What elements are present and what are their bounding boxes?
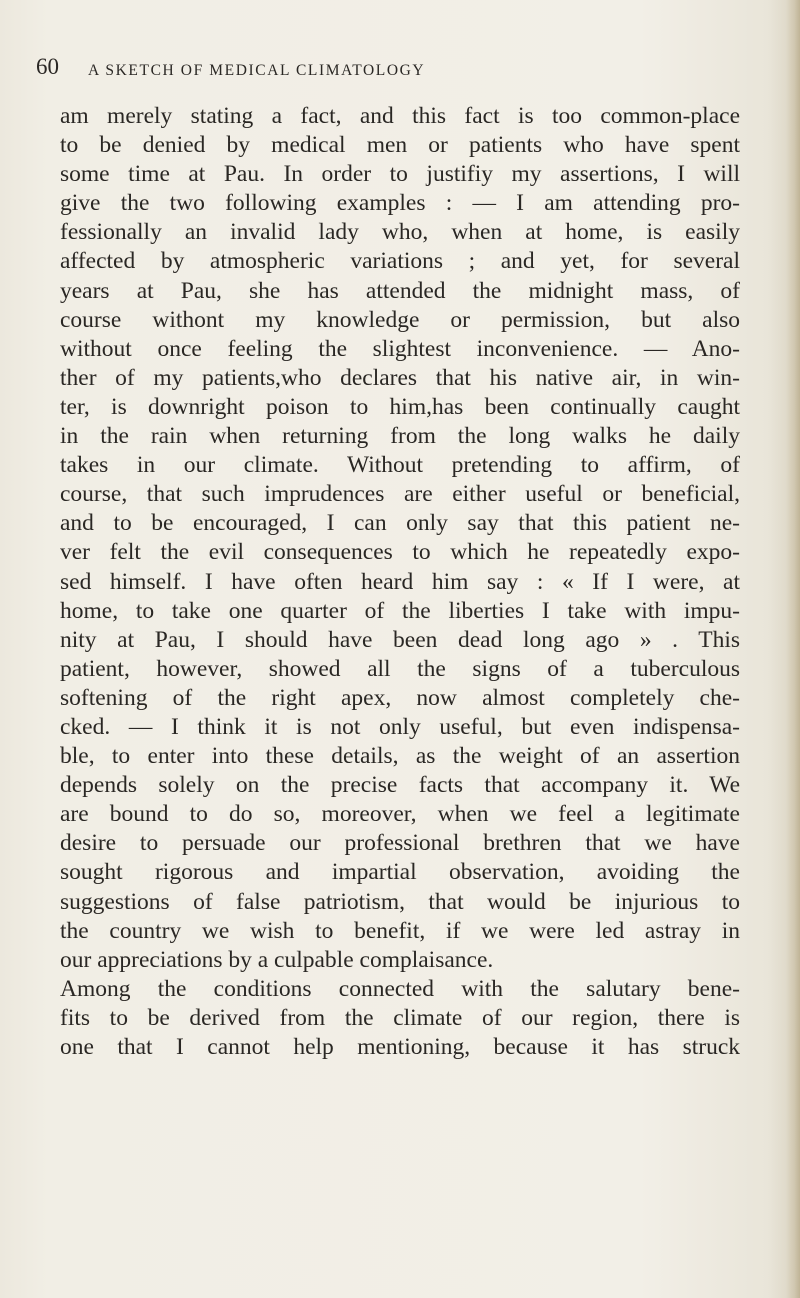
page-number: 60: [36, 54, 59, 79]
text-line: sed himself. I have often heard him say : « If I were, at: [60, 568, 740, 595]
text-line: nity at Pau, I should have been dead long ago » . This: [60, 626, 740, 653]
text-line: depends solely on the precise facts that accompany it. We: [60, 772, 740, 799]
text-line: give the two following examples : — I am attending pro-: [60, 190, 740, 217]
text-line: in the rain when returning from the long walks he daily: [60, 423, 740, 450]
text-line: and to be encouraged, I can only say that this patient ne-: [60, 510, 740, 537]
text-line: ver felt the evil consequences to which he repeatedly expo-: [60, 539, 740, 566]
text-line: ther of my patients,who declares that his native air, in win-: [60, 364, 740, 391]
text-line: cked. — I think it is not only useful, but even indispensa-: [60, 713, 740, 740]
text-line: affected by atmospheric variations ; and yet, for several: [60, 248, 740, 275]
running-title: A SKETCH OF MEDICAL CLIMATOLOGY: [88, 62, 426, 79]
text-line: fessionally an invalid lady who, when at home, is easily: [60, 219, 740, 246]
text-line: course, that such imprudences are either useful or beneficial,: [60, 481, 740, 508]
text-line: to be denied by medical men or patients who have spent: [60, 132, 740, 159]
text-line: ter, is downright poison to him,has been continually caught: [60, 393, 740, 420]
text-line: suggestions of false patriotism, that would be injurious to: [60, 888, 740, 915]
text-line: takes in our climate. Without pretending to affirm, of: [60, 452, 740, 479]
body-text: [60, 102, 740, 1062]
text-line: fits to be derived from the climate of our region, there is: [60, 1004, 740, 1031]
text-line: ble, to enter into these details, as the weight of an assertion: [60, 743, 740, 770]
text-line: course withont my knowledge or permission, but also: [60, 306, 740, 333]
text-line: years at Pau, she has attended the midnight mass, of: [60, 277, 740, 304]
text-line: am merely stating a fact, and this fact is too common-place: [60, 103, 740, 129]
text-line: desire to persuade our professional brethren that we have: [60, 830, 740, 857]
text-line: some time at Pau. In order to justifiy my assertions, I will: [60, 161, 740, 188]
text-line: are bound to do so, moreover, when we feel a legitimate: [60, 801, 740, 828]
text-line: Among the conditions connected with the salutary bene-: [60, 975, 740, 1002]
text-line: without once feeling the slightest inconvenience. — Ano-: [60, 335, 740, 362]
text-line: sought rigorous and impartial observation, avoiding the: [60, 859, 740, 886]
text-line: patient, however, showed all the signs of a tuberculous: [60, 655, 740, 682]
text-line: the country we wish to benefit, if we were led astray in: [60, 917, 740, 944]
page-edge-shadow: [786, 0, 800, 1298]
text-line: one that I cannot help mentioning, because it has struck: [60, 1034, 740, 1060]
text-line: home, to take one quarter of the liberties I take with impu-: [60, 597, 740, 624]
text-line: our appreciations by a culpable complaisance.: [60, 946, 494, 973]
text-line: softening of the right apex, now almost completely che-: [60, 684, 740, 711]
